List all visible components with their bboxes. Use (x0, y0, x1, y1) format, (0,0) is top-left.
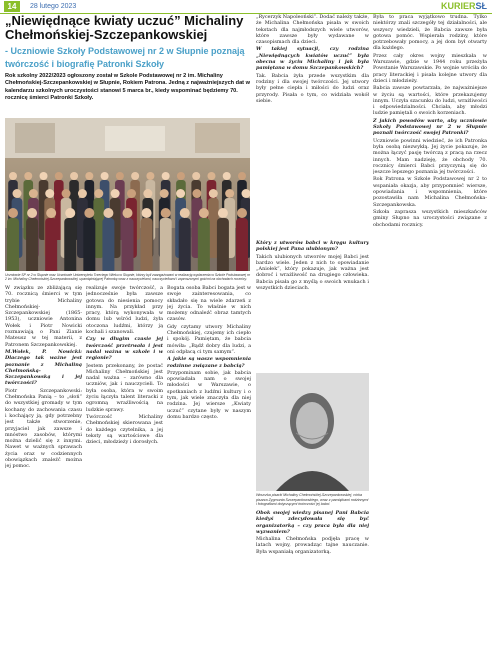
person-head (29, 189, 38, 198)
person-head (192, 172, 200, 180)
person-head (146, 172, 154, 180)
interview-question: Który z utworów babci w kręgu kultury polskiej jest Pana ulubionym? (256, 240, 369, 253)
paragraph: Jestem przekonany, że postać Michaliny Chełmońskiej jest nadal ważna – zarówno dla uczniów, jak i nauczycieli. To była osoba, która w swoim życiu łączyła talent literacki z ogromną wrażliwością na ludzkie sprawy. (86, 362, 163, 413)
paragraph: Szkoła zaprasza wszystkich mieszkańców gminy Słupno na uroczystości związane z obchodami rocznicy. (373, 208, 487, 228)
interview-question: Z jakich powodów warto, aby uczniowie Szkoły Podstawowej nr 2 w Słupnie poznali twórczość swojej Patronki? (373, 117, 487, 137)
article-lead: Rok szkolny 2022/2023 ogłoszony został w Szkole Podstawowej nr 2 im. Michaliny Chełmońskiej-Szczepankowskiej w Słupnie, Rokiem Patrona. Jedną z najważniejszych dat w kalendarzu szkolnych uroczystości stanowi 5 marca br., kiedy wspominać będziemy 70. rocznicę śmierci Patronki Szkoły. (5, 73, 250, 101)
person-head (238, 172, 246, 180)
person-head (84, 208, 94, 218)
person-head (65, 208, 75, 218)
person-head (192, 189, 201, 198)
person-head (62, 189, 71, 198)
brand-suffix: SŁ (475, 1, 487, 11)
photo-caption: Uczniowie SP nr 2 w Słupnie oraz Uczniowie Uniwersytetu Trzeciego Wieku w Słupnie, którzy byli zaangażowani w realizację wydarzenia w Szkole Podstawowej nr 2 im. Michaliny Chełmońskiej-Szczepankowskiej, upamiętniającej Patronkę wraz z nauczycielami, nauczycielkami i zaproszonymi gośćmi na obchodach rocznicy. (5, 273, 250, 282)
brand-name: KURIER (440, 1, 476, 11)
page-header (0, 0, 492, 13)
paragraph: Gdy czytamy utwory Michaliny Chełmońskiej, czujemy ich ciepło i spokój. Pamiętam, że babcia mówiła: „Bądź dobry dla ludzi, a oni odpłacą ci tym samym”. (167, 323, 251, 355)
portrait-illustration (256, 373, 369, 491)
person-head (237, 208, 247, 218)
person-body (160, 218, 172, 271)
paragraph: Takich ulubionych utworów mojej Babci jest bardzo wiele. Jeden z nich to opowiadanie „Aniołek”, który pokazuje, jak ważna jest dobroć i wrażliwość na drugiego człowieka. Babcia pisała go z myślą o swoich wnukach i wszystkich dzieciach. (256, 253, 369, 292)
person-body (198, 218, 210, 271)
person-head (27, 208, 37, 218)
person-head (176, 189, 185, 198)
paragraph: Była to praca wyjątkowo trudna. Tylko niektórzy znali szczegóły tej działalności, ale wszyscy wiedzieli, że Babcia zawsze była gotowa pomóc. Wspierała rodziny, które potrzebowały pomocy, a jej dom był otwarty dla każdego. (373, 14, 487, 52)
article-column-4-bottom (256, 510, 369, 650)
paragraph: realizuje swoje twórczość, a jednocześnie była zawsze gotowa do niesienia pomocy innym. Na przykład przy pracy, którą wykonywała w domu lub wśród ludzi, żyła otoczona ludźmi, którzy ją kochali i szanowali. (86, 285, 163, 336)
person-head (85, 172, 93, 180)
paragraph: Przypominam sobie, jak babcia opowiadała nam o swojej młodości w Warszawie, o spotkaniach z ludźmi kultury i o tym, jak wiele znaczyła dla niej rodzina. Jej wiersze „Kwiaty uczuć” czytane były w naszym domu bardzo często. (167, 369, 251, 420)
paragraph: Bogata osoba Babci bogata jest w swoje zainteresowania, co składało się na wiele zdarzeń z jej życia. To właśnie w nich możemy odnaleźć obraz tamtych czasów. (167, 285, 251, 323)
article-column-5 (373, 14, 487, 650)
article-column-4-middle (256, 240, 369, 370)
person-head (111, 189, 120, 198)
person-head (78, 189, 87, 198)
paragraph: W związku ze zbliżającą się 70. rocznicą śmierci w tym trybie Michaliny Chełmońskiej-Szczepankowskiej (1865-1953), uczniowie Antonina Wołek i Piotr Nowicki rozmawiają o Pani Zianie Mateusz w tej materii, z Patronem Szczepankowskiej. (5, 285, 82, 348)
person-body (236, 218, 248, 271)
paragraph: Uczniowie powinni wiedzieć, że ich Patronka była osobą niezwykłą. Jej życie pokazuje, że można łączyć pasję twórczą z pracą na rzecz innych. Mam nadzieję, że obchody 70. rocznicy śmierci Babci przyczynią się do jeszcze lepszego poznania jej twórczości. (373, 137, 487, 176)
article-column-2 (86, 285, 163, 650)
person-head (177, 172, 185, 180)
paragraph: Michalina Chełmońska podjęła pracę w latach wojny, prowadząc tajne nauczanie. Była wspaniałą organizatorką. (256, 536, 369, 555)
article-column-3 (167, 285, 251, 650)
paragraph: Twórczość Michaliny Chełmońskiej skierowana jest do każdego czytelnika, a jej teksty są wartościowe dla dzieci, młodzieży i dorosłych. (86, 413, 163, 446)
person-body (7, 218, 19, 271)
person-head (8, 208, 18, 218)
page-number: 14 (4, 1, 20, 12)
article-column-4 (256, 14, 369, 239)
person-head (24, 172, 32, 180)
person-head (218, 208, 228, 218)
person-head (55, 172, 63, 180)
portrait-caption: Wnuczka pisarki Michaliny Chełmońskiej-Szczepankowskiej, córka pisarza Zygmunta Szczepankowskiego, wraz z pamiątkami rodzinnymi i fotografiami dotyczącymi twórczości jej babci. (256, 493, 369, 507)
person-head (40, 172, 48, 180)
article-title: „Niewiędnące kwiaty uczuć” Michaliny Chełmońskiej-Szczepankowskiej (5, 13, 244, 42)
paragraph: Piotr Szczepankowski: Chełmońska Panią – to „słoń” do wszystkiej gromady w tym kochany do zachowania czasu i kochający ją, gdy potrzebny jest także stworzenie, przyjaciel jak zawsze i mnóstwo zasobów, którymi można dzielić się z innymi. Nawet w ważnych sprawach życia oraz w codziennych obowiązkach znaleźć można jej pomoc. (5, 387, 82, 470)
paragraph: „Rycerzyk Napoleoński”. Dodać należy także, że Michalina Chełmońska pisała w swoich tekstach dla najmłodszych wiele utworów, które zawsze były wydawane w czasopismach dla dzieci. (256, 14, 369, 46)
paragraph: Babcia zawsze powtarzała, że najważniejsze w życiu są wartości, które przekazujemy innym. Uczyła szacunku do ludzi, wrażliwości i odpowiedzialności. Chciała, aby młodzi ludzie pamiętali o swoich korzeniach. (373, 85, 487, 117)
person-head (13, 189, 22, 198)
interview-question: W takiej sytuacji, czy rodzina „Niewiędnących kwiatów uczuć” była obecna w życiu Michaliny i jak była pamiętana w domu Szczepankowskich? (256, 46, 369, 72)
person-head (101, 172, 109, 180)
person-head (94, 189, 103, 198)
person-body (45, 218, 57, 271)
paragraph: Rok Patrona w Szkole Podstawowej nr 2 to wspaniała okazja, aby przypomnieć wiersze, opowiadania i wspomnienia, które pozostawiła nam Michalina Chełmońska-Szczepankowska. (373, 176, 487, 208)
group-photo (5, 118, 250, 271)
person-head (209, 189, 218, 198)
person-body (122, 218, 134, 271)
person-head (127, 189, 136, 198)
interview-question: Obok swojej wiedzy pisanej Pani Babcia kiedyś zdecydowała się być organizatorką – czy praca była dla niej wyzwaniem? (256, 510, 369, 535)
person-head (103, 208, 113, 218)
paragraph: Tak. Babcia żyła przede wszystkim dla rodziny i dla swojej twórczości. Jej utwory były pełne ciepła i miłości do ludzi oraz przyrody. Pisała o tym, co widziała wokół siebie. (256, 72, 369, 104)
person-head (143, 189, 152, 198)
person-body (217, 218, 229, 271)
paragraph: Przez cały okres wojny mieszkała w Warszawie, gdzie w 1944 roku przeżyła Powstanie Warszawskie. Po wojnie wróciła do pracy literackiej i pisała kolejne utwory dla dzieci i młodzieży. (373, 52, 487, 84)
person-head (160, 189, 169, 198)
interview-question: M.Wołek, P. Nowicki: Dlaczego tak ważne jest poznanie z Michaliną Chełmońską-Szczepankowską i jej twórczości? (5, 348, 82, 387)
person-head (116, 172, 124, 180)
person-head (180, 208, 190, 218)
person-head (70, 172, 78, 180)
interview-question: A jakie są wasze wspomnienia rodzinne związane z babcią? (167, 356, 251, 369)
newspaper-brand (441, 0, 487, 12)
portrait-photo (256, 373, 369, 491)
person-body (102, 218, 114, 271)
person-body (64, 218, 76, 271)
person-head (162, 172, 170, 180)
person-head (223, 172, 231, 180)
person-head (199, 208, 209, 218)
person-head (142, 208, 152, 218)
person-body (179, 218, 191, 271)
person-head (207, 172, 215, 180)
person-body (26, 218, 38, 271)
person-head (225, 189, 234, 198)
group-photo-illustration (5, 118, 250, 271)
person-body (141, 218, 153, 271)
person-head (45, 189, 54, 198)
person-head (161, 208, 171, 218)
person-head (46, 208, 56, 218)
interview-question: Czy w długim czasie jej twórczość przetrwała i jest nadal ważna w szkole i w regionie? (86, 336, 163, 362)
person-head (9, 172, 17, 180)
article-subtitle: - Uczniowie Szkoły Podstawowej nr 2 w Słupnie poznają twórczość i biografię Patronki Szkoły (5, 46, 245, 69)
article-column-1 (5, 285, 82, 650)
person-body (83, 218, 95, 271)
issue-date: 28 lutego 2023 (30, 3, 77, 10)
person-head (123, 208, 133, 218)
person-head (131, 172, 139, 180)
